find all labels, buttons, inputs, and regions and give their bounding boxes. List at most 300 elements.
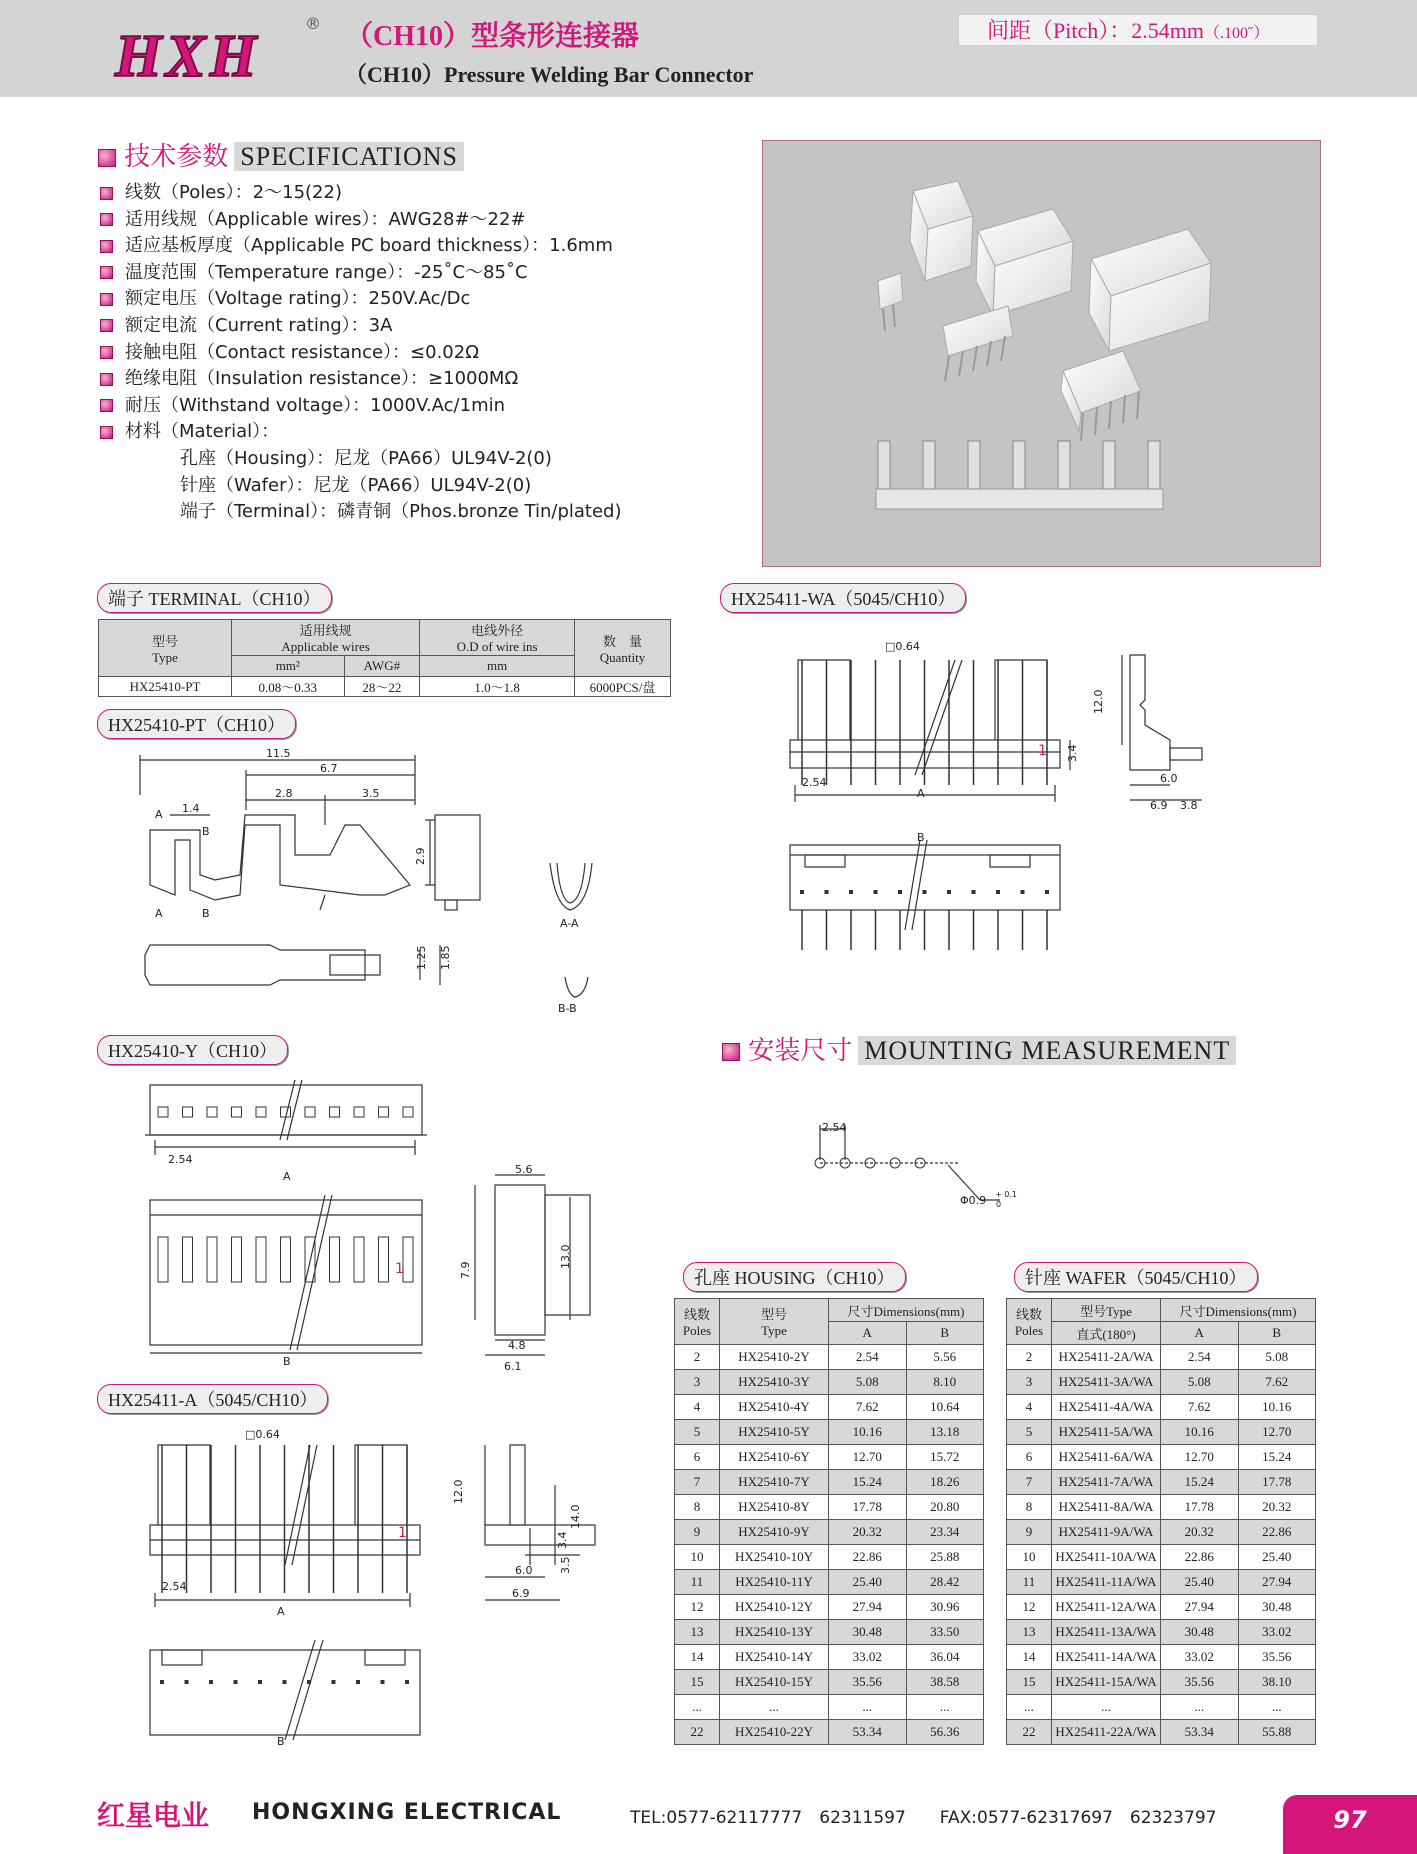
table-cell: 17.78 <box>1161 1495 1239 1520</box>
specifications-title-cn: 技术参数 <box>124 142 229 172</box>
table-cell: 11 <box>675 1570 720 1595</box>
mount-tol-plus: + 0.1 <box>995 1190 1017 1199</box>
table-cell: HX25411-8A/WA <box>1052 1495 1161 1520</box>
wa-dim-6-9: 6.9 <box>1150 799 1168 812</box>
table-cell: HX25410-8Y <box>720 1495 829 1520</box>
mounting-title <box>722 1030 1236 1067</box>
pitch-value: 2.54mm <box>1131 18 1204 43</box>
table-cell: 38.10 <box>1238 1670 1316 1695</box>
pin-dot <box>923 890 927 894</box>
table-cell: 10.16 <box>1238 1395 1316 1420</box>
table-cell: HX25411-14A/WA <box>1052 1645 1161 1670</box>
pitch-box <box>958 14 1318 46</box>
bullet-icon <box>100 293 113 306</box>
table-row <box>675 1545 984 1570</box>
table-cell: 22.86 <box>1238 1520 1316 1545</box>
table-row <box>675 1370 984 1395</box>
table-row <box>675 1645 984 1670</box>
wafer-b-header: B <box>1238 1322 1316 1345</box>
wafer-dims-header: 尺寸Dimensions(mm) <box>1161 1299 1316 1322</box>
table-cell: 35.56 <box>829 1670 907 1695</box>
table-cell: 20.32 <box>1238 1495 1316 1520</box>
table-cell: 10.16 <box>1161 1420 1239 1445</box>
pin-dot <box>825 890 829 894</box>
table-cell: 13 <box>675 1620 720 1645</box>
table-cell: 6 <box>1007 1445 1052 1470</box>
housing-slot <box>256 1237 266 1282</box>
table-cell: 17.78 <box>829 1495 907 1520</box>
material-item: 孔座（Housing）：尼龙（PA66）UL94V-2(0) <box>180 447 552 469</box>
table-cell: HX25411-15A/WA <box>1052 1670 1161 1695</box>
terminal-od-unit-header: mm <box>420 656 575 677</box>
table-cell: HX25410-9Y <box>720 1520 829 1545</box>
wa-dim-b: B <box>917 831 925 844</box>
mount-tol-zero: 0 <box>996 1200 1002 1209</box>
specifications-title <box>98 136 464 173</box>
table-cell: 8.10 <box>906 1370 984 1395</box>
table-cell: 25.40 <box>829 1570 907 1595</box>
table-cell: 11 <box>1007 1570 1052 1595</box>
table-cell: ... <box>1238 1695 1316 1720</box>
table-cell: 20.80 <box>906 1495 984 1520</box>
table-cell: 4 <box>675 1395 720 1420</box>
spec-item: 额定电流（Current rating）：3A <box>100 313 622 340</box>
table-cell: 13.18 <box>906 1420 984 1445</box>
table-cell: 12 <box>675 1595 720 1620</box>
table-cell: HX25410-2Y <box>720 1345 829 1370</box>
terminal-label: 端子 TERMINAL（CH10） <box>97 583 332 613</box>
spec-item: 接触电阻（Contact resistance）：≤0.02Ω <box>100 340 622 367</box>
housing-hole <box>305 1107 315 1117</box>
table-cell: HX25410-7Y <box>720 1470 829 1495</box>
table-cell: ... <box>829 1695 907 1720</box>
dim-11-5: 11.5 <box>266 747 291 760</box>
bullet-icon <box>100 346 113 359</box>
product-photo-illustration <box>763 141 1320 566</box>
table-row <box>1007 1670 1316 1695</box>
table-cell: 2 <box>675 1345 720 1370</box>
spec-item: 额定电压（Voltage rating）：250V.Ac/Dc <box>100 286 622 313</box>
housing-hole <box>158 1107 168 1117</box>
table-row <box>1007 1445 1316 1470</box>
table-cell: 27.94 <box>1161 1595 1239 1620</box>
spec-list <box>100 180 622 526</box>
table-cell: 33.50 <box>906 1620 984 1645</box>
pin-dot <box>307 1680 311 1684</box>
wafer-poles-header: 线数 Poles <box>1007 1299 1052 1345</box>
table-cell: 5.56 <box>906 1345 984 1370</box>
housing-hole <box>379 1107 389 1117</box>
product-photo <box>762 140 1321 567</box>
mounting-title-en: MOUNTING MEASUREMENT <box>858 1036 1236 1065</box>
table-row <box>675 1695 984 1720</box>
table-row <box>675 1395 984 1420</box>
table-cell: 35.56 <box>1161 1670 1239 1695</box>
housing-hole <box>354 1107 364 1117</box>
table-cell: 53.34 <box>1161 1720 1239 1745</box>
pin-dot <box>800 890 804 894</box>
table-cell: 7 <box>1007 1470 1052 1495</box>
section-aa-label: A-A <box>560 917 579 930</box>
terminal-mm2-cell: 0.08～0.33 <box>232 677 345 697</box>
bullet-icon <box>100 266 113 279</box>
bullet-icon <box>100 213 113 226</box>
mounting-title-cn: 安装尺寸 <box>748 1036 853 1066</box>
table-row <box>675 1570 984 1595</box>
terminal-od-header: 电线外径 O.D of wire ins <box>420 620 575 656</box>
table-cell: 5 <box>675 1420 720 1445</box>
terminal-mm2-header: mm² <box>232 656 345 677</box>
housing-table <box>674 1298 984 1745</box>
spec-item: 温度范围（Temperature range）：-25˚C～85˚C <box>100 260 622 287</box>
table-cell: ... <box>1161 1695 1239 1720</box>
housing-slot <box>232 1237 242 1282</box>
table-cell: HX25410-4Y <box>720 1395 829 1420</box>
table-cell: HX25411-6A/WA <box>1052 1445 1161 1470</box>
table-cell: 15.24 <box>829 1470 907 1495</box>
a-dim-6-0: 6.0 <box>515 1564 533 1577</box>
footer-company-en: HONGXING ELECTRICAL <box>252 1800 562 1825</box>
wa-dim-a: A <box>917 787 925 800</box>
a-dim-0-64: □0.64 <box>245 1428 280 1441</box>
a-pin1-marker: 1 <box>398 1525 407 1541</box>
table-row <box>1007 1470 1316 1495</box>
table-cell: HX25411-5A/WA <box>1052 1420 1161 1445</box>
table-cell: HX25410-5Y <box>720 1420 829 1445</box>
a-drawing-label: HX25411-A（5045/CH10） <box>97 1384 328 1414</box>
wa-dim-2-54: 2.54 <box>802 776 827 789</box>
terminal-type-header: 型号 Type <box>99 620 232 677</box>
brand-logo: HXH <box>115 23 261 89</box>
terminal-qty-header: 数 量 Quantity <box>575 620 671 677</box>
table-cell: 2 <box>1007 1345 1052 1370</box>
table-row <box>675 1345 984 1370</box>
section-b-top: B <box>202 825 210 838</box>
bullet-icon <box>100 319 113 332</box>
y-dim-b: B <box>283 1355 291 1368</box>
pin-dot <box>160 1680 164 1684</box>
mounting-drawing <box>810 1115 1030 1215</box>
table-cell: 7 <box>675 1470 720 1495</box>
housing-hole <box>330 1107 340 1117</box>
pin-dot <box>185 1680 189 1684</box>
table-cell: 9 <box>1007 1520 1052 1545</box>
table-cell: 20.32 <box>1161 1520 1239 1545</box>
table-cell: 7.62 <box>829 1395 907 1420</box>
table-cell: 8 <box>1007 1495 1052 1520</box>
table-cell: 27.94 <box>829 1595 907 1620</box>
table-cell: HX25411-2A/WA <box>1052 1345 1161 1370</box>
a-dim-14-0: 14.0 <box>569 1504 582 1529</box>
pin-dot <box>209 1680 213 1684</box>
housing-slot <box>281 1237 291 1282</box>
table-cell: 15 <box>675 1670 720 1695</box>
table-cell: 17.78 <box>1238 1470 1316 1495</box>
table-cell: HX25410-6Y <box>720 1445 829 1470</box>
table-row <box>675 1720 984 1745</box>
housing-type-header: 型号 Type <box>720 1299 829 1345</box>
table-cell: HX25410-12Y <box>720 1595 829 1620</box>
table-row <box>675 1520 984 1545</box>
table-cell: 10 <box>1007 1545 1052 1570</box>
table-cell: 25.40 <box>1238 1545 1316 1570</box>
table-cell: HX25410-14Y <box>720 1645 829 1670</box>
terminal-type-cell: HX25410-PT <box>99 677 232 697</box>
spec-item: 材料（Material）： <box>100 419 622 446</box>
table-row <box>1007 1570 1316 1595</box>
section-bb-label: B-B <box>558 1002 577 1015</box>
table-cell: HX25411-11A/WA <box>1052 1570 1161 1595</box>
table-cell: HX25411-9A/WA <box>1052 1520 1161 1545</box>
table-row <box>675 1595 984 1620</box>
table-row <box>1007 1645 1316 1670</box>
housing-slot <box>330 1237 340 1282</box>
table-cell: HX25410-10Y <box>720 1545 829 1570</box>
table-row <box>675 1620 984 1645</box>
page-title-cn: （CH10）型条形连接器 <box>345 21 640 52</box>
bullet-icon <box>100 373 113 386</box>
a-dim-b: B <box>277 1735 285 1748</box>
table-cell: 7.62 <box>1161 1395 1239 1420</box>
table-cell: ... <box>675 1695 720 1720</box>
spec-item: 适用线规（Applicable wires）：AWG28#～22# <box>100 207 622 234</box>
housing-label: 孔座 HOUSING（CH10） <box>683 1262 906 1292</box>
spec-item: 适应基板厚度（Applicable PC board thickness）：1.6mm <box>100 233 622 260</box>
bullet-icon <box>100 399 113 412</box>
table-cell: 22 <box>1007 1720 1052 1745</box>
table-row <box>1007 1595 1316 1620</box>
dim-1-25: 1.25 <box>415 945 428 970</box>
y-drawing-label: HX25410-Y（CH10） <box>97 1035 288 1065</box>
table-cell: 33.02 <box>1238 1620 1316 1645</box>
table-row <box>1007 1345 1316 1370</box>
wa-drawing <box>780 630 1240 990</box>
housing-poles-header: 线数 Poles <box>675 1299 720 1345</box>
wa-pin1-marker: 1 <box>1038 743 1047 759</box>
table-cell: 33.02 <box>1161 1645 1239 1670</box>
housing-slot <box>158 1237 168 1282</box>
table-cell: 36.04 <box>906 1645 984 1670</box>
table-cell: 53.34 <box>829 1720 907 1745</box>
table-cell: 15.24 <box>1238 1445 1316 1470</box>
y-dim-2-54: 2.54 <box>168 1153 193 1166</box>
pin-dot <box>972 890 976 894</box>
spec-item: 耐压（Withstand voltage）：1000V.Ac/1min <box>100 393 622 420</box>
table-cell: HX25411-3A/WA <box>1052 1370 1161 1395</box>
table-cell: 9 <box>675 1520 720 1545</box>
table-cell: ... <box>1052 1695 1161 1720</box>
table-cell: 30.48 <box>1238 1595 1316 1620</box>
bullet-icon <box>100 426 113 439</box>
wafer-type-header: 型号Type <box>1052 1299 1161 1322</box>
table-cell: HX25411-22A/WA <box>1052 1720 1161 1745</box>
table-row <box>1007 1720 1316 1745</box>
pt-drawing-label: HX25410-PT（CH10） <box>97 709 296 739</box>
a-dim-3-4: 3.4 <box>556 1531 569 1549</box>
terminal-od-cell: 1.0～1.8 <box>420 677 575 697</box>
table-cell: 6 <box>675 1445 720 1470</box>
table-row <box>1007 1420 1316 1445</box>
section-bullet-icon <box>722 1043 740 1061</box>
pin-dot <box>1045 890 1049 894</box>
table-cell: 12.70 <box>829 1445 907 1470</box>
pin-dot <box>258 1680 262 1684</box>
table-cell: 22.86 <box>829 1545 907 1570</box>
section-bullet-icon <box>98 149 116 167</box>
mount-hole-diameter: Φ0.9 <box>960 1194 987 1207</box>
dim-1-85: 1.85 <box>439 945 452 970</box>
table-cell: 25.40 <box>1161 1570 1239 1595</box>
table-row <box>1007 1395 1316 1420</box>
wafer-a-header: A <box>1161 1322 1239 1345</box>
dim-2-9: 2.9 <box>414 847 427 865</box>
table-row <box>1007 1370 1316 1395</box>
spec-item: 绝缘电阻（Insulation resistance）：≥1000MΩ <box>100 366 622 393</box>
terminal-qty-cell: 6000PCS/盘 <box>575 677 671 697</box>
table-cell: HX25411-10A/WA <box>1052 1545 1161 1570</box>
dim-3-5: 3.5 <box>362 787 380 800</box>
table-cell: 12 <box>1007 1595 1052 1620</box>
a-dim-3-5: 3.5 <box>559 1556 572 1574</box>
pt-drawing <box>130 745 610 1020</box>
table-cell: HX25411-12A/WA <box>1052 1595 1161 1620</box>
table-cell: 14 <box>1007 1645 1052 1670</box>
y-drawing <box>140 1075 600 1375</box>
pin-dot <box>405 1680 409 1684</box>
table-row <box>675 1445 984 1470</box>
table-cell: 4 <box>1007 1395 1052 1420</box>
terminal-table <box>98 619 671 697</box>
table-cell: 23.34 <box>906 1520 984 1545</box>
pitch-inch: （.100˝） <box>1203 25 1270 42</box>
pin-dot <box>356 1680 360 1684</box>
dim-2-8: 2.8 <box>275 787 293 800</box>
housing-slot <box>183 1237 193 1282</box>
bullet-icon <box>100 240 113 253</box>
table-cell: 12.70 <box>1238 1420 1316 1445</box>
a-dim-a: A <box>277 1605 285 1618</box>
y-dim-7-9: 7.9 <box>459 1261 472 1279</box>
housing-hole <box>256 1107 266 1117</box>
table-cell: 7.62 <box>1238 1370 1316 1395</box>
table-cell: 14 <box>675 1645 720 1670</box>
table-cell: 38.58 <box>906 1670 984 1695</box>
a-drawing <box>140 1425 600 1750</box>
table-cell: 3 <box>1007 1370 1052 1395</box>
table-cell: 27.94 <box>1238 1570 1316 1595</box>
table-cell: 5.08 <box>1161 1370 1239 1395</box>
table-cell: 15.72 <box>906 1445 984 1470</box>
table-cell: 13 <box>1007 1620 1052 1645</box>
pin-dot <box>381 1680 385 1684</box>
page-number: 97 <box>1283 1795 1417 1854</box>
table-cell: 33.02 <box>829 1645 907 1670</box>
a-dim-2-54: 2.54 <box>162 1580 187 1593</box>
housing-dims-header: 尺寸Dimensions(mm) <box>829 1299 984 1322</box>
table-cell: 35.56 <box>1238 1645 1316 1670</box>
table-cell: HX25411-4A/WA <box>1052 1395 1161 1420</box>
wa-dim-3-8: 3.8 <box>1180 799 1198 812</box>
footer-company-cn: 红星电业 <box>97 1799 210 1832</box>
housing-b-header: B <box>906 1322 984 1345</box>
pin-dot <box>332 1680 336 1684</box>
wa-dim-3-4: 3.4 <box>1066 744 1079 762</box>
table-cell: 10.16 <box>829 1420 907 1445</box>
table-cell: 2.54 <box>829 1345 907 1370</box>
pin-dot <box>849 890 853 894</box>
material-item: 针座（Wafer）：尼龙（PA66）UL94V-2(0) <box>180 474 532 496</box>
housing-hole <box>183 1107 193 1117</box>
a-dim-6-9: 6.9 <box>512 1587 530 1600</box>
housing-slot <box>379 1237 389 1282</box>
table-cell: 10.64 <box>906 1395 984 1420</box>
page-title-en: （CH10）Pressure Welding Bar Connector <box>345 62 754 87</box>
pin-dot <box>898 890 902 894</box>
table-row <box>675 1495 984 1520</box>
y-dim-5-6: 5.6 <box>515 1163 533 1176</box>
table-row <box>1007 1545 1316 1570</box>
y-dim-13-0: 13.0 <box>559 1244 572 1269</box>
wa-dim-12-0: 12.0 <box>1092 689 1105 714</box>
wafer-type-sub-header: 直式(180°) <box>1052 1322 1161 1345</box>
table-cell: 5.08 <box>1238 1345 1316 1370</box>
table-cell: 5 <box>1007 1420 1052 1445</box>
terminal-awg-header: AWG# <box>344 656 420 677</box>
table-cell: ... <box>720 1695 829 1720</box>
a-dim-12-0: 12.0 <box>452 1479 465 1504</box>
housing-hole <box>207 1107 217 1117</box>
housing-slot <box>403 1237 413 1282</box>
terminal-awg-cell: 28～22 <box>344 677 420 697</box>
pin-dot <box>1021 890 1025 894</box>
table-row <box>1007 1495 1316 1520</box>
pin-dot <box>234 1680 238 1684</box>
table-cell: ... <box>1007 1695 1052 1720</box>
housing-a-header: A <box>829 1322 907 1345</box>
housing-hole <box>403 1107 413 1117</box>
y-dim-4-8: 4.8 <box>508 1339 526 1352</box>
table-cell: 5.08 <box>829 1370 907 1395</box>
table-cell: 8 <box>675 1495 720 1520</box>
wa-dim-6-0: 6.0 <box>1160 772 1178 785</box>
y-dim-6-1: 6.1 <box>504 1360 522 1373</box>
section-b-bottom: B <box>202 907 210 920</box>
dim-6-7: 6.7 <box>320 762 338 775</box>
table-cell: 30.48 <box>1161 1620 1239 1645</box>
housing-slot <box>207 1237 217 1282</box>
table-cell: HX25410-3Y <box>720 1370 829 1395</box>
table-cell: 56.36 <box>906 1720 984 1745</box>
pin-dot <box>947 890 951 894</box>
table-cell: 30.96 <box>906 1595 984 1620</box>
table-cell: 10 <box>675 1545 720 1570</box>
table-cell: 3 <box>675 1370 720 1395</box>
table-row <box>675 1470 984 1495</box>
y-pin1-marker: 1 <box>395 1261 404 1277</box>
table-row <box>675 1670 984 1695</box>
registered-mark: ® <box>305 14 321 33</box>
table-cell: ... <box>906 1695 984 1720</box>
pin-dot <box>283 1680 287 1684</box>
table-cell: HX25410-22Y <box>720 1720 829 1745</box>
table-cell: HX25411-7A/WA <box>1052 1470 1161 1495</box>
table-cell: 22.86 <box>1161 1545 1239 1570</box>
table-cell: 25.88 <box>906 1545 984 1570</box>
specifications-title-en: SPECIFICATIONS <box>234 142 464 171</box>
bullet-icon <box>100 187 113 200</box>
table-row <box>1007 1520 1316 1545</box>
dim-1-4: 1.4 <box>182 802 200 815</box>
